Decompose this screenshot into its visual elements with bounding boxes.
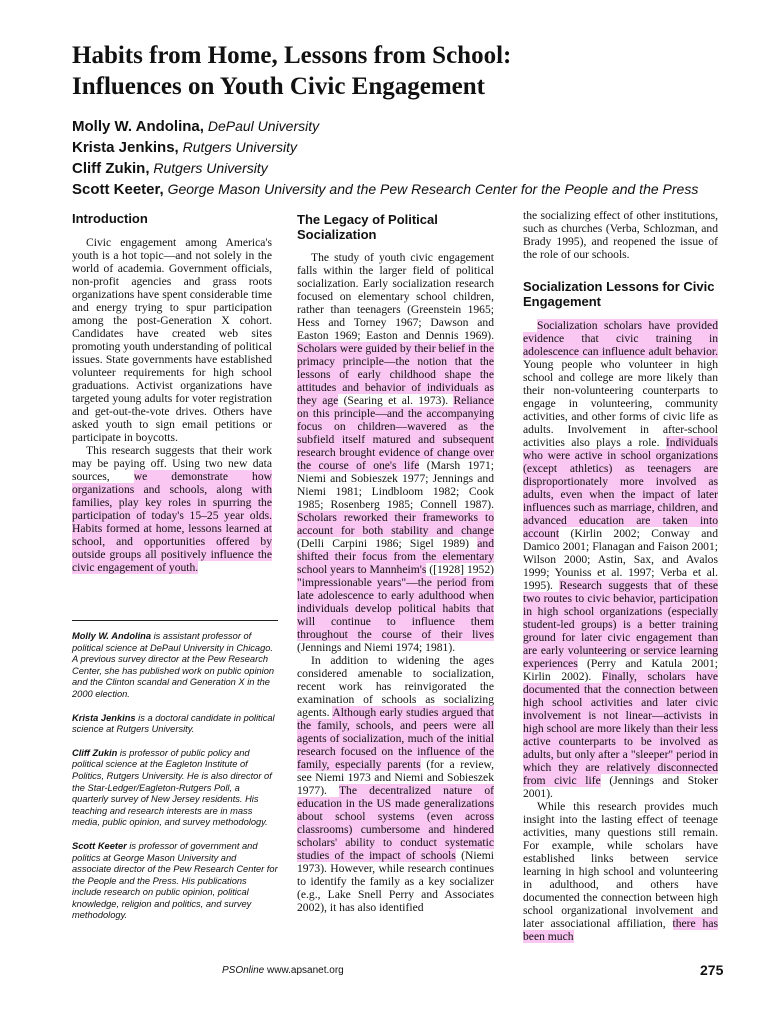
text-span: (Jennings and Stoker 2001). (523, 774, 718, 800)
highlighted-text: and shifted their focus from the elementary school years to Mannheim's (297, 537, 494, 576)
author-name: Molly W. Andolina, (72, 118, 204, 135)
text-span: ([1928] 1952) (426, 563, 494, 576)
highlighted-text: The decentralized nature of education in the US made generalizations about school systems (even across classrooms) cumbersome and hindered scholars' ability to conduct systematic studies of the impact of schools (297, 784, 495, 862)
bio-text: is a doctoral candidate in political science at Rutgers University. (72, 712, 275, 735)
bio-text: is professor of government and politics at George Mason University and associate director of the Pew Research Center for the People and the Press. His publications include research on public opinion, political knowledge, religion and politics, and survey methodology. (72, 840, 278, 921)
author-line (72, 179, 752, 200)
article-title (72, 40, 732, 102)
column-introduction (72, 211, 272, 574)
highlighted-text: Reliance on this principle—and the accompanying focus on children—wavered as the subfield itself matured and subsequent research brought evidence of change over the course of one's life (297, 394, 494, 472)
text-span: (Kirlin 2002; Conway and Damico 2001; Flanagan and Faison 2001; Wilson 2000; Astin, Sax, and Avalos 1999; Youniss et al. 1997; Verba et al. 1995). (523, 527, 718, 592)
bio-text: is assistant professor of political science at DePaul University in Chicago. A previous survey director at the Pew Research Center, she has published work on public opinion and the Clinton scandal and Generation X in the 2000 election. (72, 631, 275, 699)
column-legacy (297, 212, 494, 914)
highlighted-text: Scholars were guided by their belief in the primacy principle—the notion that the lessons of early childhood shape the attitudes and behavior of individuals as they age (297, 342, 494, 407)
author-affiliation: Rutgers University (153, 160, 268, 176)
author-bio (72, 841, 278, 922)
text-span: The study of youth civic engagement falls within the larger field of political socialization. Early socialization research focused on elementary school children, rather than teenagers (Greenstein 1965; Hess and Torney 1967; Dawson and Easton 1969; Easton and Dennis 1969). (297, 251, 494, 342)
author-affiliation: Rutgers University (182, 139, 297, 155)
text-span: (Niemi 1973). However, while research continues to identify the family as a key socializer (e.g., Lake Snell Perry and Associates 2002), it has also identified (297, 849, 494, 914)
highlighted-text: Although early studies argued that the family, schools, and peers were all agents of socialization, much of the initial research focused on the influence of the family, especially parents (297, 706, 494, 771)
author-bio (72, 631, 278, 701)
highlighted-text: Individuals who were active in school organizations (except athletics) as teenagers are disproportionately more involved as adults, even when the impact of later influences such as marriage, children, and advanced education are taken into account (523, 436, 718, 540)
highlighted-text: Finally, scholars have documented that the connection between high school activities and later civic involvement is not linear—activists in high school are more likely than their less active counterparts to be involved as adults, but only after a "sleeper" period in which they are relatively disconnected from civic life (523, 670, 719, 787)
paragraph (523, 319, 718, 800)
paragraph (523, 800, 718, 943)
author-affiliation: George Mason University and the Pew Research Center for the People and the Press (167, 181, 699, 197)
text-span: (Marsh 1971; Niemi and Sobieszek 1977; Jennings and Niemi 1981; Lindbloom 1982; Cook 1985; Rosenberg 1985; Connell 1987). (297, 459, 494, 511)
highlighted-text: Scholars reworked their frameworks to account for both stability and change (297, 511, 494, 537)
bio-name: Cliff Zukin (72, 747, 118, 758)
text-span: (for a review, see Niemi 1973 and Niemi and Sobieszek 1977). (297, 758, 494, 797)
text-span: (Jennings and Niemi 1974; 1981). (297, 641, 456, 654)
page-footer (222, 965, 344, 976)
text-span: (Delli Carpini 1986; Sigel 1989) (297, 537, 478, 550)
highlighted-text: we demonstrate how organizations and schools, along with families, play key roles in spurring the participation of today's 15–25 year olds. Habits formed at home, lessons learned at school, and opportunities offered by outside groups all positively influence the civic engagement of youth. (72, 470, 272, 574)
highlighted-text: Research suggests that of these two routes to civic behavior, participation in high school organizations (especially student-led groups) is a better training ground for later civic engagement than are early volunteering or service learning experiences (523, 579, 718, 670)
title-line-1: Habits from Home, Lessons from School: (72, 42, 512, 69)
section-heading: Socialization Lessons for Civic Engagement (523, 279, 715, 309)
text-span: (Perry and Katula 2001; Kirlin 2002). (523, 657, 718, 683)
author-line (72, 116, 752, 137)
paragraph: Civic engagement among America's youth is a hot topic—and not solely in the world of academia. Government officials, non-profit agencies and grass roots organizations have spent considerable time and energy trying to spur participation among the post-Generation X cohort. Candidates have created web sites promoting youth understanding of political issues. State governments have established volunteer requirements for high school graduations. Activist organizations have targeted young adults for voter registration and get-out-the-vote drives. Others have asked youth to sign email petitions or participate in boycotts. (72, 236, 272, 444)
author-bio (72, 748, 278, 829)
author-bios (72, 620, 278, 934)
author-line (72, 137, 752, 158)
bio-name: Krista Jenkins (72, 712, 136, 723)
highlighted-text: Socialization scholars have provided evidence that civic training in adolescence can influence adult behavior. (523, 319, 718, 358)
author-bio (72, 713, 278, 736)
text-span: (Searing et al. 1973). (338, 394, 454, 407)
page-number: 275 (700, 962, 724, 978)
text-span: This research suggests that their work may be paying off. Using two new data sources, (72, 444, 272, 483)
text-span: Young people who volunteer in high school and college are more likely than their non-volunteering counterparts to engage in volunteering, community activities, and other forms of civic life as adults. Involvement in after-school activities also plays a role. (523, 358, 718, 449)
paragraph (297, 251, 494, 654)
author-line (72, 158, 752, 179)
paragraph (72, 444, 272, 574)
paragraph (297, 654, 494, 914)
bio-text: is professor of public policy and political science at the Eagleton Institute of Politics, Rutgers University. He is also director of the Star-Ledger/Eagleton-Rutgers Poll, a quarterly survey of New Jersey residents. His teaching and research interests are in mass media, public opinion, and survey methodology. (72, 747, 272, 828)
highlighted-text: "impressionable years"—the period from late adolescence to early adulthood when individuals develop political habits that will continue to influence them throughout the course of their lives (297, 576, 494, 641)
text-span: While this research provides much insight into the lasting effect of teenage activities, many questions still remain. For example, while scholars have established links between service learning in high school and volunteering in adulthood, and others have documented the connection between high school organizational involvement and later associational affiliation, (523, 800, 718, 930)
bio-name: Molly W. Andolina (72, 631, 152, 641)
author-name: Scott Keeter, (72, 181, 164, 198)
column-socialization-lessons (523, 209, 718, 943)
bio-name: Scott Keeter (72, 840, 127, 851)
text-span: In addition to widening the ages considered amenable to socialization, recent work has reinvigorated the examination of schools as socializing agents. (297, 654, 494, 719)
author-affiliation: DePaul University (207, 118, 320, 134)
title-line-2: Influences on Youth Civic Engagement (72, 73, 485, 100)
author-list (72, 116, 752, 200)
highlighted-text: there has been much (523, 917, 718, 943)
footer-url: www.apsanet.org (267, 965, 344, 976)
section-heading: The Legacy of Political Socialization (297, 212, 438, 242)
author-name: Cliff Zukin, (72, 160, 150, 177)
section-heading: Introduction (72, 211, 148, 226)
author-name: Krista Jenkins, (72, 139, 179, 156)
publication-name: PSOnline (222, 965, 265, 976)
paragraph: the socializing effect of other institutions, such as churches (Verba, Schlozman, and Brady 1995), and reopened the issue of the role of our schools. (523, 209, 718, 261)
